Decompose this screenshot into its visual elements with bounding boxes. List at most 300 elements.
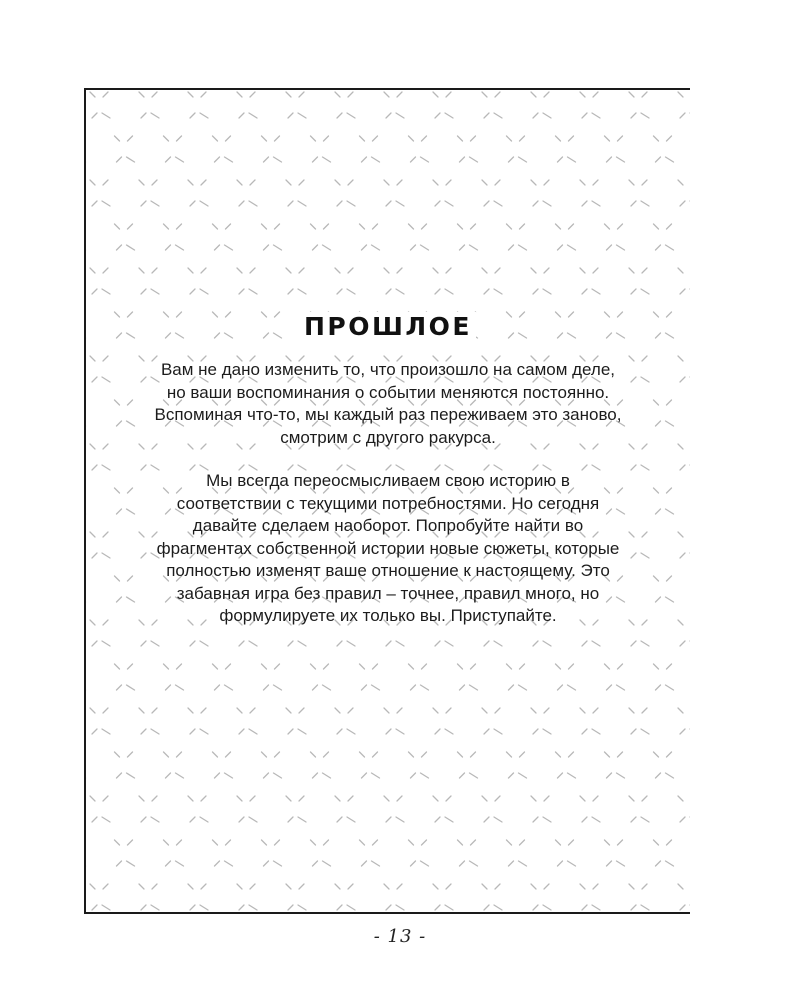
pattern-tick-71 <box>176 157 184 162</box>
pattern-tick-987 <box>347 817 355 822</box>
pattern-tick-79 <box>274 157 282 162</box>
pattern-tick-48 <box>629 92 634 97</box>
pattern-tick-864 <box>335 708 340 713</box>
pattern-tick-916 <box>262 752 267 757</box>
pattern-tick-131 <box>151 201 159 206</box>
pattern-tick-874 <box>435 729 440 734</box>
pattern-tick-751 <box>396 641 404 646</box>
pattern-tick-128 <box>139 180 144 185</box>
pattern-tick-96 <box>507 136 512 141</box>
pattern-tick-278 <box>484 289 489 294</box>
pattern-tick-153 <box>446 180 451 185</box>
pattern-tick-1119 <box>494 905 502 910</box>
pattern-tick-1118 <box>484 905 489 910</box>
pattern-tick-82 <box>313 157 318 162</box>
pattern-tick-213 <box>471 224 476 229</box>
pattern-tick-101 <box>569 136 574 141</box>
pattern-tick-268 <box>384 268 389 273</box>
pattern-tick-767 <box>592 641 600 646</box>
pattern-tick-160 <box>531 180 536 185</box>
pattern-tick-799 <box>274 685 282 690</box>
pattern-tick-950 <box>656 773 661 778</box>
pattern-tick-94 <box>460 157 465 162</box>
pattern-tick-970 <box>141 817 146 822</box>
pattern-tick-43 <box>543 113 551 118</box>
pattern-tick-217 <box>520 224 525 229</box>
pattern-tick-1120 <box>531 884 536 889</box>
pattern-tick-883 <box>543 729 551 734</box>
pattern-tick-1003 <box>543 817 551 822</box>
pattern-tick-1087 <box>102 905 110 910</box>
pattern-tick-168 <box>629 180 634 185</box>
pattern-tick-216 <box>507 224 512 229</box>
pattern-tick-989 <box>397 796 402 801</box>
pattern-tick-1065 <box>618 840 623 845</box>
pattern-tick-1006 <box>582 817 587 822</box>
pattern-tick-822 <box>558 685 563 690</box>
pattern-tick-824 <box>605 664 610 669</box>
pattern-tick-890 <box>631 729 636 734</box>
pattern-tick-793 <box>226 664 231 669</box>
pattern-tick-133 <box>201 180 206 185</box>
pattern-tick-795 <box>225 685 233 690</box>
pattern-tick-763 <box>543 641 551 646</box>
pattern-tick-1024 <box>115 840 120 845</box>
pattern-tick-914 <box>215 773 220 778</box>
pattern-tick-844 <box>90 708 95 713</box>
pattern-tick-68 <box>164 136 169 141</box>
pattern-tick-11 <box>151 113 159 118</box>
pattern-tick-1039 <box>274 861 282 866</box>
pattern-tick-817 <box>520 664 525 669</box>
pattern-tick-1095 <box>200 905 208 910</box>
pattern-tick-870 <box>386 729 391 734</box>
pattern-tick-797 <box>275 664 280 669</box>
pattern-tick-67 <box>127 157 135 162</box>
pattern-tick-790 <box>166 685 171 690</box>
pattern-tick-851 <box>151 729 159 734</box>
pattern-tick-20 <box>286 92 291 97</box>
pattern-tick-939 <box>519 773 527 778</box>
pattern-tick-69 <box>177 136 182 141</box>
pattern-tick-75 <box>225 157 233 162</box>
pattern-tick-72 <box>213 136 218 141</box>
pattern-tick-88 <box>409 136 414 141</box>
pattern-tick-172 <box>678 180 683 185</box>
pattern-tick-894 <box>680 729 685 734</box>
pattern-tick-998 <box>484 817 489 822</box>
pattern-tick-255 <box>200 289 208 294</box>
pattern-tick-36 <box>482 92 487 97</box>
pattern-tick-1091 <box>151 905 159 910</box>
pattern-tick-159 <box>494 201 502 206</box>
pattern-tick-1036 <box>262 840 267 845</box>
pattern-tick-90 <box>411 157 416 162</box>
pattern-tick-84 <box>360 136 365 141</box>
pattern-tick-199 <box>274 245 282 250</box>
pattern-tick-1060 <box>556 840 561 845</box>
pattern-tick-18 <box>239 113 244 118</box>
pattern-tick-15 <box>200 113 208 118</box>
pattern-tick-193 <box>226 224 231 229</box>
pattern-tick-158 <box>484 201 489 206</box>
pattern-tick-1001 <box>544 796 549 801</box>
pattern-tick-802 <box>313 685 318 690</box>
pattern-tick-165 <box>593 180 598 185</box>
pattern-tick-17 <box>250 92 255 97</box>
pattern-tick-186 <box>117 245 122 250</box>
pattern-tick-754 <box>435 641 440 646</box>
pattern-tick-808 <box>409 664 414 669</box>
pattern-tick-23 <box>298 113 306 118</box>
pattern-tick-1052 <box>458 840 463 845</box>
pattern-tick-266 <box>337 289 342 294</box>
pattern-tick-195 <box>225 245 233 250</box>
pattern-tick-938 <box>509 773 514 778</box>
pattern-tick-949 <box>667 752 672 757</box>
pattern-tick-726 <box>92 641 97 646</box>
pattern-tick-785 <box>128 664 133 669</box>
pattern-tick-879 <box>494 729 502 734</box>
pattern-tick-920 <box>311 752 316 757</box>
pattern-tick-966 <box>92 817 97 822</box>
pattern-tick-1090 <box>141 905 146 910</box>
pattern-tick-1053 <box>471 840 476 845</box>
pattern-tick-969 <box>152 796 157 801</box>
pattern-tick-103 <box>568 157 576 162</box>
pattern-tick-1067 <box>617 861 625 866</box>
pattern-tick-976 <box>237 796 242 801</box>
pattern-tick-855 <box>200 729 208 734</box>
pattern-tick-866 <box>337 729 342 734</box>
pattern-tick-207 <box>372 245 380 250</box>
pattern-tick-942 <box>558 773 563 778</box>
pattern-tick-87 <box>372 157 380 162</box>
pattern-tick-818 <box>509 685 514 690</box>
pattern-tick-86 <box>362 157 367 162</box>
pattern-tick-1098 <box>239 905 244 910</box>
pattern-tick-860 <box>286 708 291 713</box>
pattern-tick-786 <box>117 685 122 690</box>
pattern-tick-759 <box>494 641 502 646</box>
pattern-tick-198 <box>264 245 269 250</box>
pattern-tick-854 <box>190 729 195 734</box>
pattern-tick-1115 <box>445 905 453 910</box>
pattern-tick-1055 <box>470 861 478 866</box>
pattern-tick-823 <box>568 685 576 690</box>
pattern-tick-194 <box>215 245 220 250</box>
pattern-tick-9 <box>152 92 157 97</box>
pattern-tick-913 <box>226 752 231 757</box>
pattern-tick-1025 <box>128 840 133 845</box>
pattern-tick-889 <box>642 708 647 713</box>
pattern-tick-188 <box>164 224 169 229</box>
pattern-tick-276 <box>482 268 487 273</box>
pattern-tick-192 <box>213 224 218 229</box>
pattern-tick-1105 <box>348 884 353 889</box>
pattern-tick-92 <box>458 136 463 141</box>
pattern-tick-77 <box>275 136 280 141</box>
pattern-tick-923 <box>323 773 331 778</box>
pattern-tick-16 <box>237 92 242 97</box>
pattern-tick-74 <box>215 157 220 162</box>
pattern-tick-135 <box>200 201 208 206</box>
pattern-tick-1045 <box>373 840 378 845</box>
pattern-tick-202 <box>313 245 318 250</box>
pattern-tick-1109 <box>397 884 402 889</box>
pattern-tick-828 <box>654 664 659 669</box>
pattern-tick-992 <box>433 796 438 801</box>
pattern-tick-169 <box>642 180 647 185</box>
pattern-tick-248 <box>139 268 144 273</box>
pattern-tick-880 <box>531 708 536 713</box>
pattern-tick-924 <box>360 752 365 757</box>
pattern-tick-968 <box>139 796 144 801</box>
pattern-tick-89 <box>422 136 427 141</box>
pattern-tick-746 <box>337 641 342 646</box>
pattern-tick-154 <box>435 201 440 206</box>
pattern-tick-139 <box>249 201 257 206</box>
pattern-tick-1111 <box>396 905 404 910</box>
pattern-tick-1117 <box>495 884 500 889</box>
pattern-tick-196 <box>262 224 267 229</box>
pattern-tick-995 <box>445 817 453 822</box>
pattern-tick-1059 <box>519 861 527 866</box>
pattern-tick-861 <box>299 708 304 713</box>
pattern-tick-1010 <box>631 817 636 822</box>
pattern-tick-1054 <box>460 861 465 866</box>
pattern-tick-70 <box>166 157 171 162</box>
pattern-tick-147 <box>347 201 355 206</box>
pattern-tick-852 <box>188 708 193 713</box>
pattern-tick-1032 <box>213 840 218 845</box>
pattern-tick-225 <box>618 224 623 229</box>
pattern-tick-735 <box>200 641 208 646</box>
pattern-tick-136 <box>237 180 242 185</box>
pattern-tick-142 <box>288 201 293 206</box>
pattern-tick-80 <box>311 136 316 141</box>
pattern-tick-42 <box>533 113 538 118</box>
pattern-tick-219 <box>519 245 527 250</box>
pattern-tick-1124 <box>580 884 585 889</box>
pattern-tick-197 <box>275 224 280 229</box>
pattern-tick-52 <box>678 92 683 97</box>
pattern-tick-915 <box>225 773 233 778</box>
pattern-tick-869 <box>397 708 402 713</box>
pattern-tick-1062 <box>558 861 563 866</box>
pattern-tick-289 <box>642 268 647 273</box>
pattern-tick-994 <box>435 817 440 822</box>
pattern-tick-1101 <box>299 884 304 889</box>
pattern-tick-853 <box>201 708 206 713</box>
pattern-tick-789 <box>177 664 182 669</box>
pattern-tick-1009 <box>642 796 647 801</box>
pattern-tick-979 <box>249 817 257 822</box>
pattern-tick-8 <box>139 92 144 97</box>
pattern-tick-1114 <box>435 905 440 910</box>
pattern-tick-829 <box>667 664 672 669</box>
pattern-tick-997 <box>495 796 500 801</box>
pattern-tick-881 <box>544 708 549 713</box>
pattern-tick-206 <box>362 245 367 250</box>
pattern-tick-230 <box>656 245 661 250</box>
pattern-tick-1064 <box>605 840 610 845</box>
pattern-tick-1014 <box>680 817 685 822</box>
pattern-tick-161 <box>544 180 549 185</box>
pattern-tick-1086 <box>92 905 97 910</box>
pattern-tick-816 <box>507 664 512 669</box>
pattern-tick-1112 <box>433 884 438 889</box>
pattern-tick-263 <box>298 289 306 294</box>
pattern-tick-820 <box>556 664 561 669</box>
pattern-tick-1113 <box>446 884 451 889</box>
pattern-tick-50 <box>631 113 636 118</box>
pattern-tick-190 <box>166 245 171 250</box>
pattern-tick-770 <box>631 641 636 646</box>
pattern-tick-1043 <box>323 861 331 866</box>
pattern-tick-19 <box>249 113 257 118</box>
pattern-tick-1127 <box>592 905 600 910</box>
pattern-tick-14 <box>190 113 195 118</box>
pattern-tick-22 <box>288 113 293 118</box>
pattern-tick-731 <box>151 641 159 646</box>
pattern-tick-878 <box>484 729 489 734</box>
pattern-tick-990 <box>386 817 391 822</box>
pattern-tick-1046 <box>362 861 367 866</box>
pattern-tick-1126 <box>582 905 587 910</box>
pattern-tick-1096 <box>237 884 242 889</box>
pattern-tick-922 <box>313 773 318 778</box>
pattern-tick-249 <box>152 268 157 273</box>
pattern-tick-91 <box>421 157 429 162</box>
pattern-tick-65 <box>128 136 133 141</box>
pattern-tick-1104 <box>335 884 340 889</box>
pattern-tick-905 <box>128 752 133 757</box>
pattern-tick-791 <box>176 685 184 690</box>
pattern-tick-1089 <box>152 884 157 889</box>
pattern-tick-262 <box>288 289 293 294</box>
pattern-tick-758 <box>484 641 489 646</box>
pattern-tick-185 <box>128 224 133 229</box>
pattern-tick-847 <box>102 729 110 734</box>
pattern-tick-1061 <box>569 840 574 845</box>
pattern-tick-804 <box>360 664 365 669</box>
pattern-tick-27 <box>347 113 355 118</box>
pattern-tick-863 <box>298 729 306 734</box>
pattern-tick-54 <box>680 113 685 118</box>
pattern-tick-805 <box>373 664 378 669</box>
pattern-tick-909 <box>177 752 182 757</box>
pattern-tick-1116 <box>482 884 487 889</box>
pattern-tick-252 <box>188 268 193 273</box>
pattern-tick-1094 <box>190 905 195 910</box>
pattern-tick-812 <box>458 664 463 669</box>
pattern-tick-267 <box>347 289 355 294</box>
pattern-tick-141 <box>299 180 304 185</box>
pattern-tick-85 <box>373 136 378 141</box>
pattern-tick-5 <box>103 92 108 97</box>
pattern-tick-1070 <box>656 861 661 866</box>
pattern-tick-1041 <box>324 840 329 845</box>
pattern-tick-888 <box>629 708 634 713</box>
pattern-tick-1134 <box>680 905 685 910</box>
pattern-tick-1106 <box>337 905 342 910</box>
pattern-tick-973 <box>201 796 206 801</box>
pattern-tick-288 <box>629 268 634 273</box>
pattern-tick-209 <box>422 224 427 229</box>
pattern-tick-204 <box>360 224 365 229</box>
pattern-tick-788 <box>164 664 169 669</box>
pattern-tick-145 <box>348 180 353 185</box>
pattern-tick-130 <box>141 201 146 206</box>
pattern-tick-51 <box>641 113 649 118</box>
pattern-tick-927 <box>372 773 380 778</box>
pattern-tick-105 <box>618 136 623 141</box>
pattern-tick-936 <box>507 752 512 757</box>
pattern-tick-911 <box>176 773 184 778</box>
pattern-tick-208 <box>409 224 414 229</box>
pattern-tick-1005 <box>593 796 598 801</box>
pattern-tick-930 <box>411 773 416 778</box>
pattern-tick-285 <box>593 268 598 273</box>
pattern-tick-892 <box>678 708 683 713</box>
pattern-tick-887 <box>592 729 600 734</box>
pattern-tick-1058 <box>509 861 514 866</box>
pattern-tick-826 <box>607 685 612 690</box>
pattern-tick-886 <box>582 729 587 734</box>
pattern-tick-261 <box>299 268 304 273</box>
pattern-tick-281 <box>544 268 549 273</box>
pattern-tick-798 <box>264 685 269 690</box>
page-number: - 13 - <box>373 926 427 947</box>
pattern-tick-10 <box>141 113 146 118</box>
pattern-tick-100 <box>556 136 561 141</box>
pattern-tick-931 <box>421 773 429 778</box>
pattern-tick-850 <box>141 729 146 734</box>
pattern-tick-1011 <box>641 817 649 822</box>
pattern-tick-269 <box>397 268 402 273</box>
pattern-tick-858 <box>239 729 244 734</box>
pattern-tick-800 <box>311 664 316 669</box>
pattern-tick-264 <box>335 268 340 273</box>
pattern-tick-988 <box>384 796 389 801</box>
pattern-tick-244 <box>90 268 95 273</box>
pattern-tick-941 <box>569 752 574 757</box>
pattern-tick-792 <box>213 664 218 669</box>
pattern-tick-39 <box>494 113 502 118</box>
pattern-tick-1049 <box>422 840 427 845</box>
pattern-tick-830 <box>656 685 661 690</box>
pattern-tick-231 <box>666 245 674 250</box>
pattern-tick-170 <box>631 201 636 206</box>
pattern-tick-254 <box>190 289 195 294</box>
pattern-tick-7 <box>102 113 110 118</box>
pattern-tick-991 <box>396 817 404 822</box>
pattern-tick-784 <box>115 664 120 669</box>
pattern-tick-1030 <box>166 861 171 866</box>
pattern-tick-45 <box>593 92 598 97</box>
pattern-tick-270 <box>386 289 391 294</box>
pattern-tick-251 <box>151 289 159 294</box>
pattern-tick-810 <box>411 685 416 690</box>
pattern-tick-13 <box>201 92 206 97</box>
pattern-tick-1002 <box>533 817 538 822</box>
pattern-tick-1051 <box>421 861 429 866</box>
pattern-tick-1057 <box>520 840 525 845</box>
pattern-tick-984 <box>335 796 340 801</box>
pattern-tick-1131 <box>641 905 649 910</box>
pattern-tick-907 <box>127 773 135 778</box>
